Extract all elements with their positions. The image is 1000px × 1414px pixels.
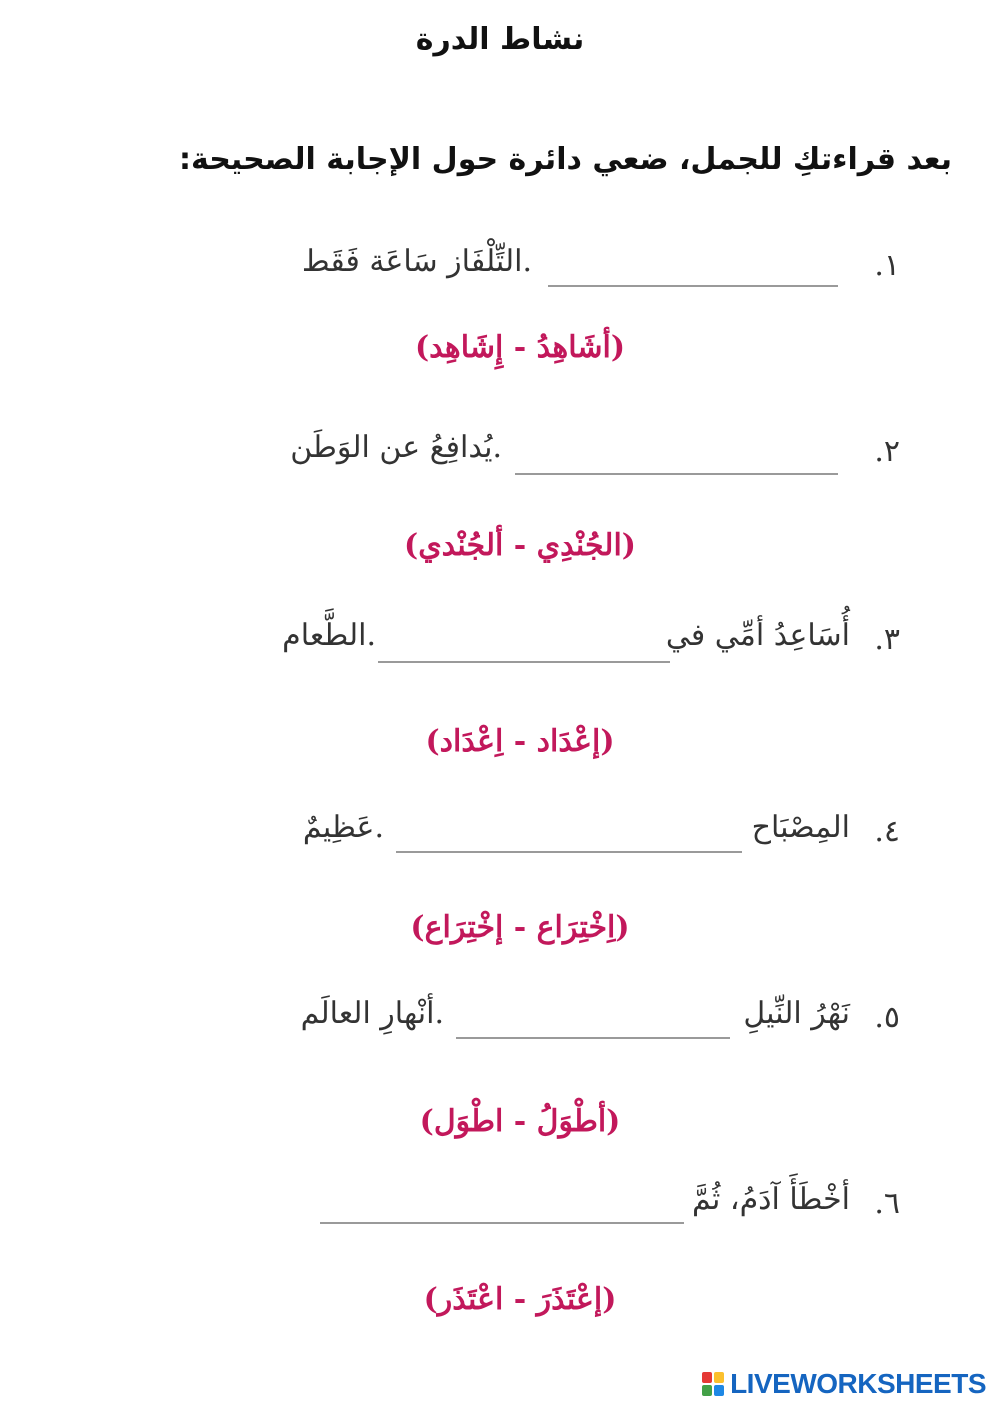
liveworksheets-brand	[702, 1366, 986, 1402]
question-2	[0, 426, 1000, 486]
question-number: ٥.	[874, 1000, 900, 1035]
question-text-before: أُسَاعِدُ أمِّي في	[665, 618, 850, 653]
worksheet-title: نشاط الدرة	[415, 22, 585, 57]
question-number: ٤.	[874, 814, 900, 849]
answer-blank[interactable]	[378, 661, 670, 663]
question-6	[0, 1178, 1000, 1238]
logo-square-blue	[714, 1385, 724, 1396]
answer-blank[interactable]	[456, 1037, 730, 1039]
question-number: ٣.	[874, 622, 900, 657]
question-text-after: يُدافِعُ عن الوَطَن.	[290, 430, 502, 465]
answer-choices[interactable]: (أطْوَلُ - اطْوَل)	[419, 1104, 621, 1139]
question-text-before: المِصْبَاح	[751, 810, 850, 845]
worksheet-instruction: بعد قراءتكِ للجمل، ضعي دائرة حول الإجابة الصحيحة:	[179, 142, 952, 177]
answer-blank[interactable]	[515, 473, 838, 475]
question-3	[0, 614, 1000, 674]
answer-choices[interactable]: (أشَاهِدُ - إِشَاهِد)	[414, 330, 626, 365]
answer-blank[interactable]	[548, 285, 838, 287]
question-text-before: أخْطَأَ آدَمُ، ثُمَّ	[692, 1182, 850, 1217]
logo-square-green	[702, 1385, 712, 1396]
question-text-after: أنْهارِ العالَم.	[300, 996, 444, 1031]
answer-choices[interactable]: (اِخْتِرَاع - إخْتِرَاع)	[410, 910, 630, 945]
answer-choices[interactable]: (الجُنْدِي - ألجُنْدي)	[404, 528, 636, 563]
question-4	[0, 806, 1000, 866]
question-text-after: عَظِيمٌ.	[302, 810, 384, 845]
question-text-after: الطَّعام.	[282, 618, 376, 653]
liveworksheets-logo-icon	[702, 1372, 724, 1396]
question-number: ٦.	[874, 1186, 900, 1221]
question-5	[0, 992, 1000, 1052]
question-text-before: نَهْرُ النِّيلِ	[743, 996, 850, 1031]
question-1	[0, 240, 1000, 300]
answer-choices[interactable]: (إعْدَاد - اِعْدَاد)	[425, 724, 615, 759]
answer-blank[interactable]	[320, 1222, 684, 1224]
logo-square-red	[702, 1372, 712, 1383]
answer-choices[interactable]: (إعْتَذَرَ - اعْتَذَر)	[423, 1282, 617, 1317]
question-number: ١.	[874, 248, 900, 283]
answer-blank[interactable]	[396, 851, 742, 853]
brand-name: LIVEWORKSHEETS	[730, 1368, 986, 1399]
logo-square-yellow	[714, 1372, 724, 1383]
question-text-after: التِّلْفَاز سَاعَة فَقَط.	[301, 244, 532, 279]
question-number: ٢.	[874, 434, 900, 469]
